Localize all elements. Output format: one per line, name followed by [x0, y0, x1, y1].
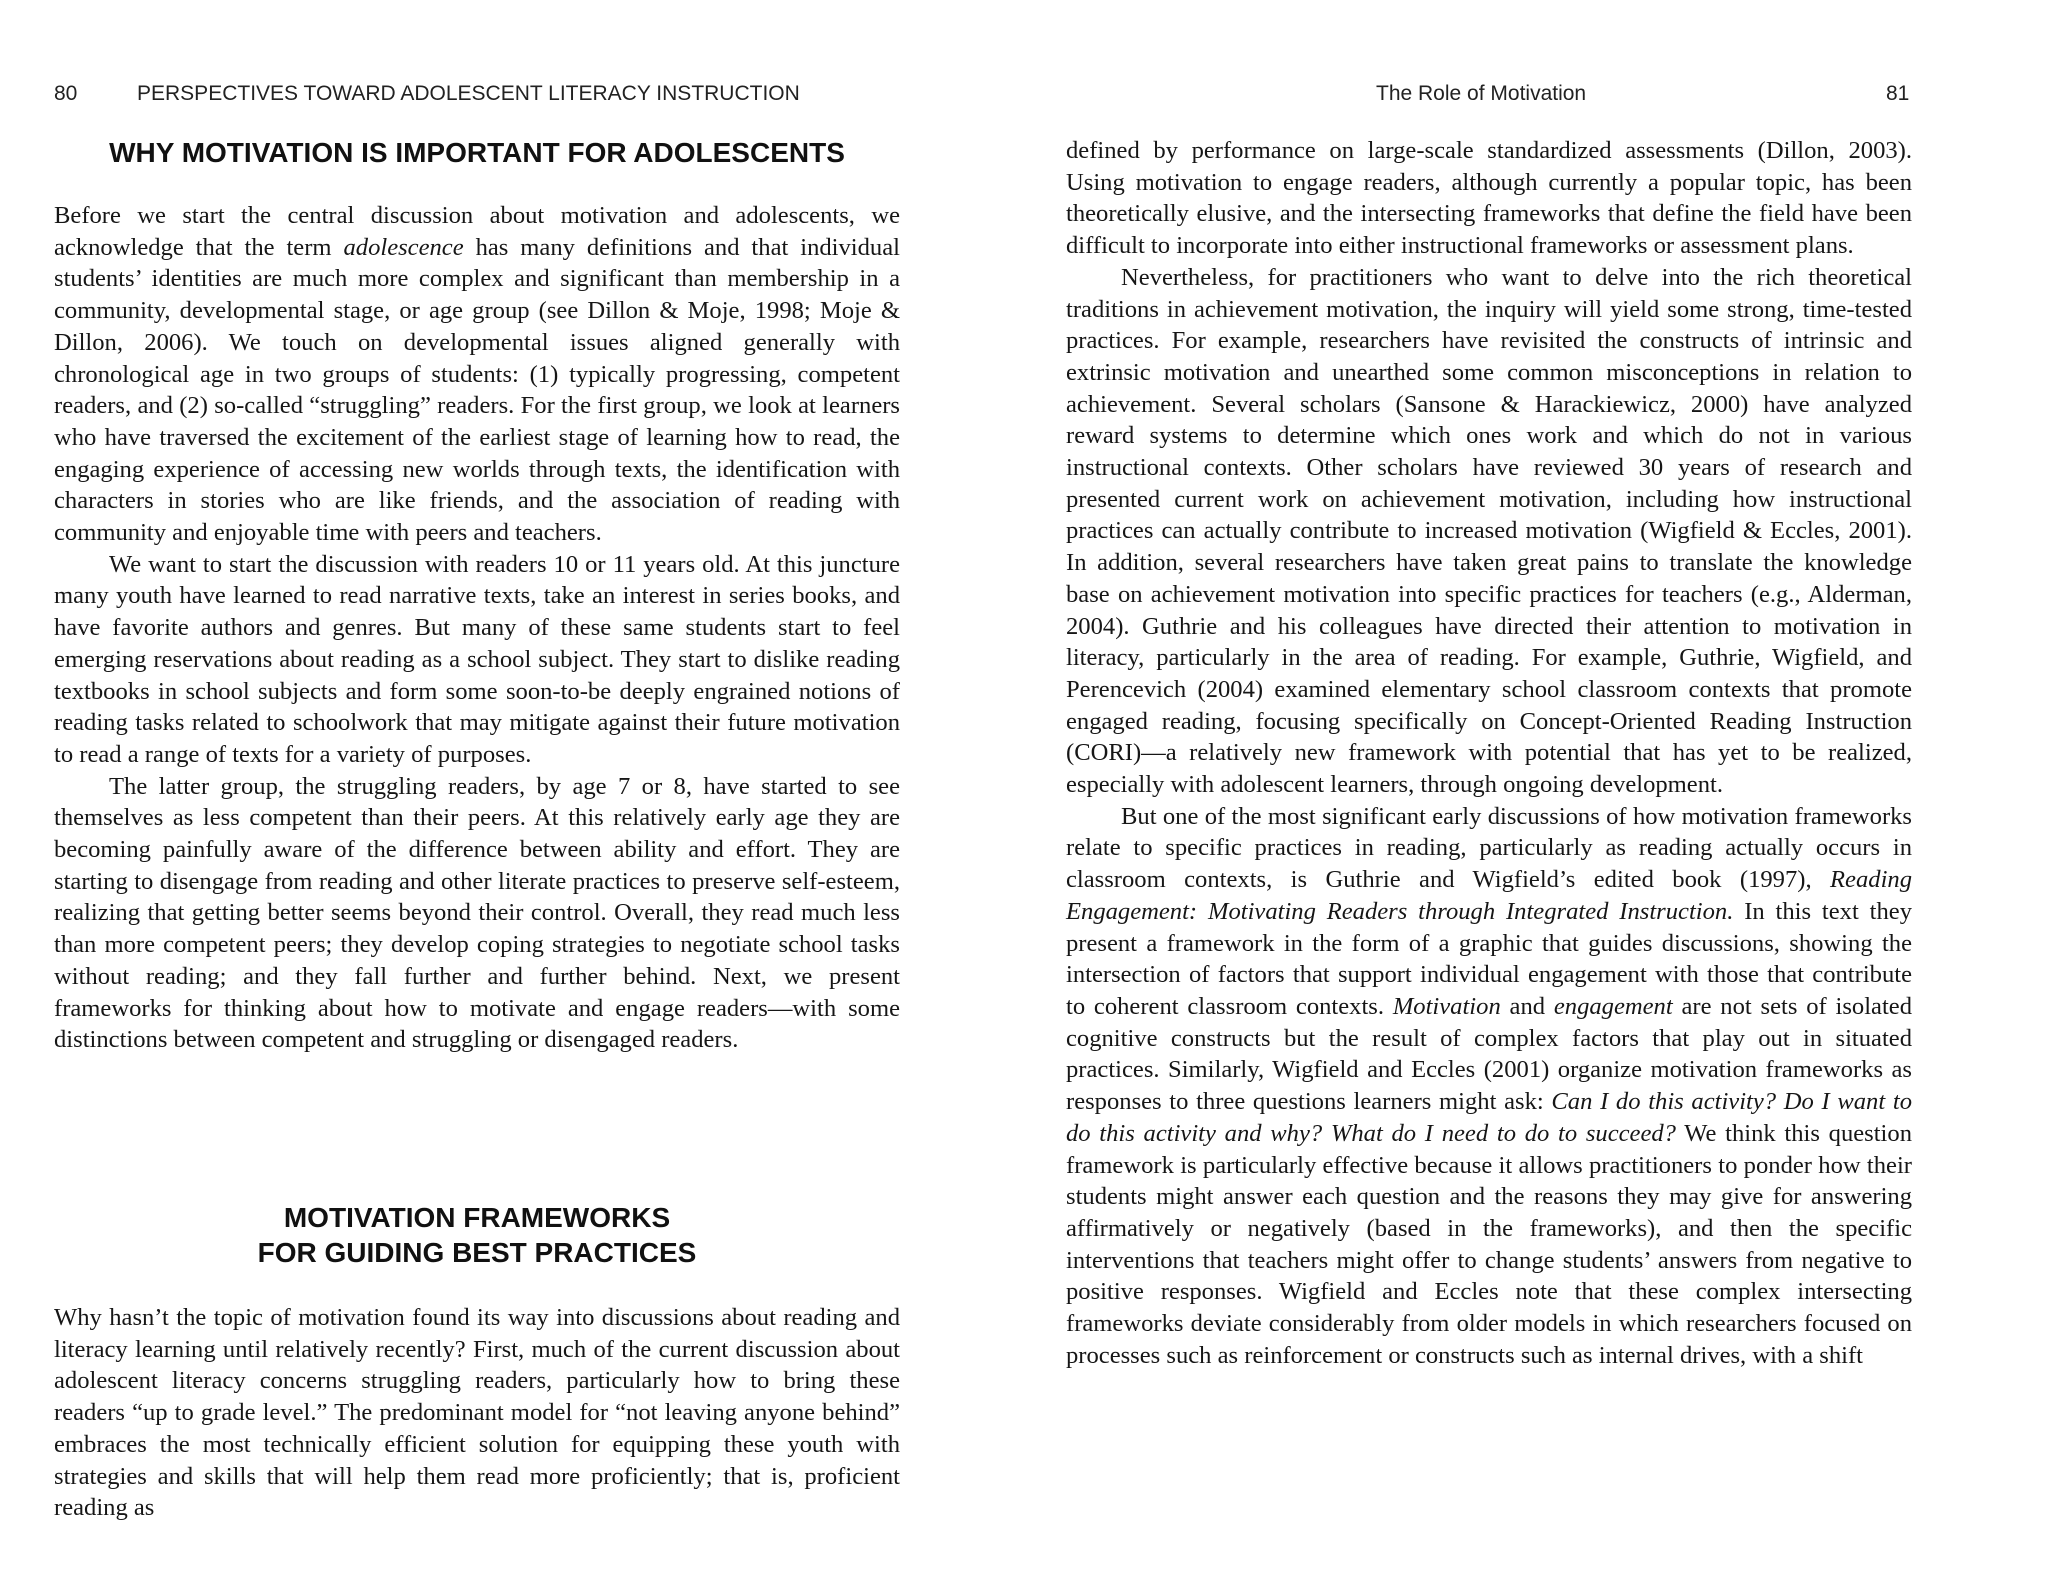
paragraph: Why hasn’t the topic of motivation found its way into discussions about reading and literacy learning until relatively recently? First, much of the current discussion about adolescent literacy concerns struggling readers, particularly how to bring these readers “up to grade level.” The predominant model for “not leaving anyone behind” embraces the most technically efficient solution for equipping these youth with strategies and skills that will help them read more proficiently; that is, proficient reading as	[54, 1304, 900, 1522]
italic-book-title: Reading Engagement: Motivating Readers through Integrated Instruction.	[1066, 866, 1912, 925]
paragraph: The latter group, the struggling readers, by age 7 or 8, have started to see themselves as less competent than their peers. At this relatively early age they are becoming painfully aware of the difference between ability and effort. They are starting to disengage from reading and other literate practices to preserve self-esteem, realizing that getting better seems beyond their control. Overall, they read much less than more competent peers; they develop coping strategies to negotiate school tasks without reading; and they fall further and further behind. Next, we present frameworks for thinking about how to motivate and engage readers—with some distinctions between competent and struggling or disengaged readers.	[54, 772, 900, 1054]
italic-questions: Can I do this activity? Do I want to do this activity and why? What do I need to do to succeed?	[1066, 1088, 1912, 1147]
section-heading-motivation-frameworks	[54, 1200, 900, 1270]
heading-line: FOR GUIDING BEST PRACTICES	[257, 1237, 697, 1268]
running-title: The Role of Motivation	[1376, 82, 1587, 105]
italic-term: adolescence	[343, 233, 464, 261]
italic-term: Motivation	[1392, 992, 1501, 1020]
paragraph	[54, 200, 900, 549]
text-run: and	[1500, 992, 1554, 1020]
section-heading-why-motivation	[54, 135, 900, 170]
paragraph: defined by performance on large-scale standardized assessments (Dillon, 2003). Using motivation to engage readers, although currently a popular topic, has been theoretically elusive, and the intersecting frameworks that define the field have been difficult to incorporate into either instructional frameworks or assessment plans.	[1066, 137, 1912, 260]
text-run: Before we start the central discussion about motivation and adolescents, we acknowledge that the term	[54, 202, 900, 261]
heading-line: MOTIVATION FRAMEWORKS	[283, 1202, 671, 1233]
text-run: But one of the most significant early discussions of how motivation frameworks relate to specific practices in reading, particularly as reading actually occurs in classroom contexts, is Guthrie and Wigfield’s edited book (1997),	[1066, 802, 1912, 894]
running-title: PERSPECTIVES TOWARD ADOLESCENT LITERACY INSTRUCTION	[137, 82, 800, 105]
italic-term: engagement	[1553, 992, 1673, 1020]
heading-text: WHY MOTIVATION IS IMPORTANT FOR ADOLESCENTS	[109, 137, 845, 168]
text-run: We think this question framework is particularly effective because it allows practitioners to ponder how their students might answer each question and the reasons they may give for answering affirmatively or negatively (based in the frameworks), and then the specific interventions that teachers might offer to change students’ answers from negative to positive responses. Wigfield and Eccles note that these complex intersecting frameworks deviate considerably from older models in which researchers focused on processes such as reinforcement or constructs such as internal drives, with a shift	[1066, 1119, 1912, 1369]
page-body	[1066, 135, 1912, 1371]
paragraph: We want to start the discussion with readers 10 or 11 years old. At this juncture many youth have learned to read narrative texts, take an interest in series books, and have favorite authors and genres. But many of these same students start to feel emerging reservations about reading as a school subject. They start to dislike reading textbooks in school subjects and form some soon-to-be deeply engrained notions of reading tasks related to schoolwork that may mitigate against their future motivation to read a range of texts for a variety of purposes.	[54, 550, 900, 768]
running-head	[54, 82, 900, 112]
page-number: 80	[54, 82, 78, 105]
paragraph	[1066, 801, 1912, 1372]
right-page	[1066, 0, 1912, 1580]
page-number: 81	[1886, 82, 1910, 105]
text-run: are not sets of isolated cognitive constructs but the result of complex factors that play out in situated practices. Similarly, Wigfield and Eccles (2001) organize motivation frameworks as responses to three questions learners might ask:	[1066, 992, 1912, 1116]
left-page	[54, 0, 900, 1580]
text-run: has many definitions and that individual students’ identities are much more complex and significant than membership in a community, developmental stage, or age group (see Dillon & Moje, 1998; Moje & Dillon, 2006). We touch on developmental issues aligned generally with chronological age in two groups of students: (1) typically progressing, competent readers, and (2) so-called “struggling” readers. For the first group, we look at learners who have traversed the excitement of the earliest stage of learning how to read, the engaging experience of accessing new worlds through texts, the identification with characters in stories who are like friends, and the association of reading with community and enjoyable time with peers and teachers.	[54, 233, 900, 547]
section-body-motivation-frameworks	[54, 1302, 900, 1524]
text-run: In this text they present a framework in the form of a graphic that guides discussions, showing the intersection of factors that support individual engagement with those that contribute to coherent classroom contexts.	[1066, 897, 1912, 1020]
section-body-why-motivation	[54, 200, 900, 1056]
running-head	[1066, 82, 1912, 112]
paragraph: Nevertheless, for practitioners who want to delve into the rich theoretical traditions in achievement motivation, the inquiry will yield some strong, time-tested practices. For example, researchers have revisited the constructs of intrinsic and extrinsic motivation and unearthed some common misconceptions in relation to achievement. Several scholars (Sansone & Harackiewicz, 2000) have analyzed reward systems to determine which ones work and which do not in various instructional contexts. Other scholars have reviewed 30 years of research and presented current work on achievement motivation, including how instructional practices can actually contribute to increased motivation (Wigfield & Eccles, 2001). In addition, several researchers have taken great pains to translate the knowledge base on achievement motivation into specific practices for teachers (e.g., Alderman, 2004). Guthrie and his colleagues have directed their attention to motivation in literacy, particularly in the area of reading. For example, Guthrie, Wigfield, and Perencevich (2004) examined elementary school classroom contexts that promote engaged reading, focusing specifically on Concept-Oriented Reading Instruction (CORI)—a relatively new framework with potential that has yet to be realized, especially with adolescent learners, through ongoing development.	[1066, 263, 1912, 799]
